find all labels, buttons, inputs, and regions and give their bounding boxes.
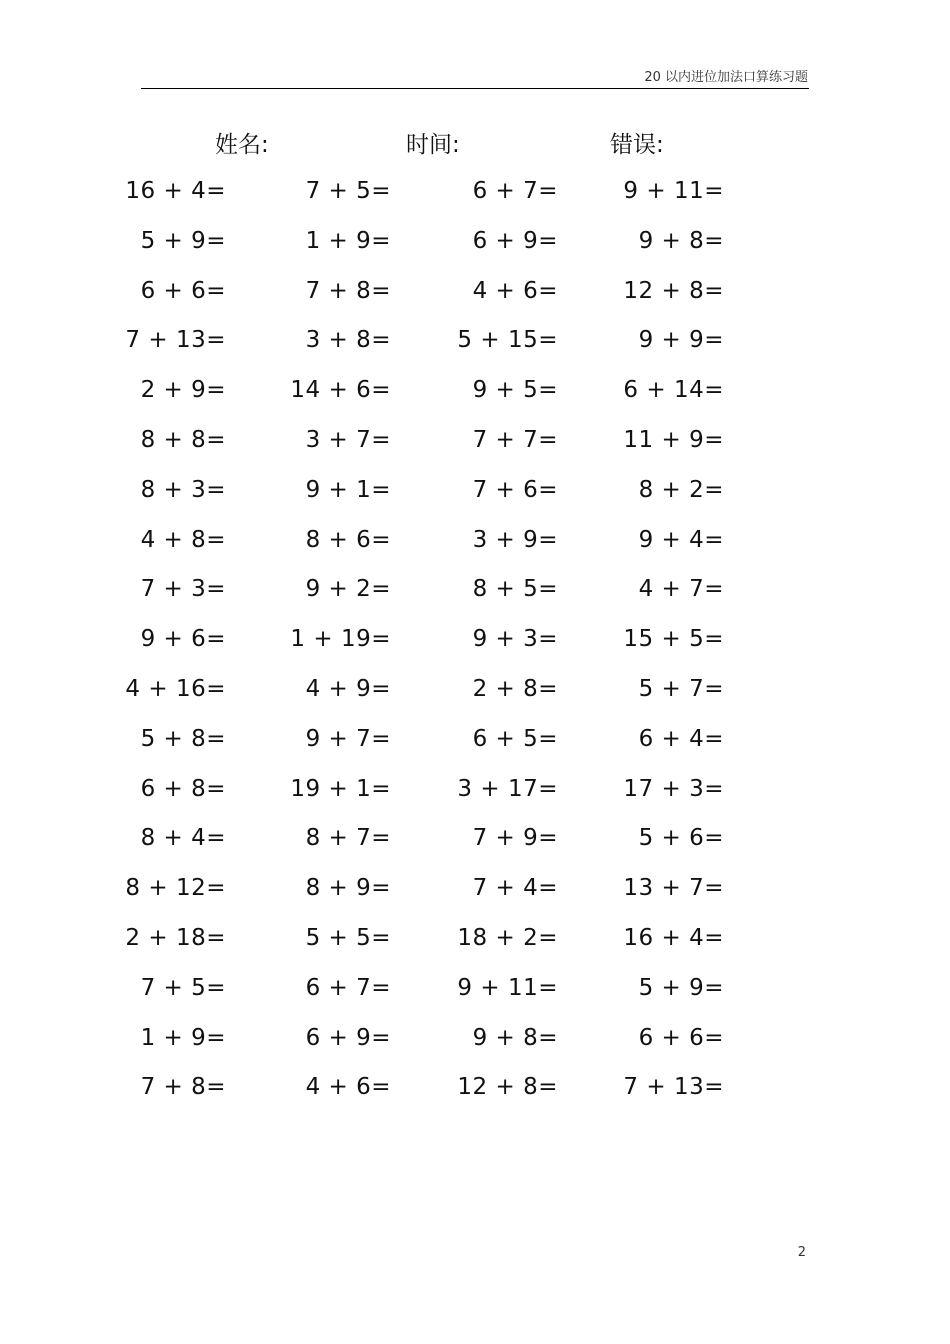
problem-r8-c2: 8 + 6= bbox=[305, 526, 391, 553]
problem-r8-c3: 3 + 9= bbox=[472, 526, 558, 553]
problem-r13-c1: 6 + 8= bbox=[140, 775, 226, 802]
problem-r17-c3: 9 + 11= bbox=[457, 974, 558, 1001]
problem-r10-c3: 9 + 3= bbox=[472, 626, 558, 653]
errors-field-label: 错误: bbox=[610, 132, 664, 158]
problem-r2-c1: 5 + 9= bbox=[140, 227, 226, 254]
problem-r3-c3: 4 + 6= bbox=[472, 277, 558, 304]
problem-r10-c2: 1 + 19= bbox=[290, 626, 391, 653]
problem-r16-c2: 5 + 5= bbox=[305, 925, 391, 951]
problem-r18-c2: 6 + 9= bbox=[305, 1024, 391, 1051]
problem-r16-c1: 2 + 18= bbox=[125, 925, 226, 951]
problem-r15-c1: 8 + 12= bbox=[125, 875, 226, 902]
header-title: 20 以内进位加法口算练习题 bbox=[644, 70, 808, 85]
problem-r9-c2: 9 + 2= bbox=[305, 576, 391, 603]
problem-r7-c2: 9 + 1= bbox=[305, 476, 391, 503]
problem-r3-c4: 12 + 8= bbox=[623, 277, 724, 304]
problem-r3-c2: 7 + 8= bbox=[305, 277, 391, 304]
problem-r7-c4: 8 + 2= bbox=[638, 476, 724, 503]
problem-r4-c2: 3 + 8= bbox=[305, 327, 391, 354]
problem-r5-c2: 14 + 6= bbox=[290, 377, 391, 404]
problem-r15-c3: 7 + 4= bbox=[472, 875, 558, 902]
problem-r4-c4: 9 + 9= bbox=[638, 327, 724, 354]
problem-r6-c2: 3 + 7= bbox=[305, 427, 391, 453]
problem-r6-c4: 11 + 9= bbox=[623, 427, 724, 453]
problem-r1-c3: 6 + 7= bbox=[472, 178, 558, 204]
problem-r5-c1: 2 + 9= bbox=[140, 377, 226, 404]
problem-r8-c1: 4 + 8= bbox=[140, 526, 226, 553]
problem-r12-c2: 9 + 7= bbox=[305, 725, 391, 752]
problem-r12-c1: 5 + 8= bbox=[140, 725, 226, 752]
problem-r17-c1: 7 + 5= bbox=[140, 974, 226, 1001]
problem-r9-c3: 8 + 5= bbox=[472, 576, 558, 603]
problem-r14-c2: 8 + 7= bbox=[305, 825, 391, 852]
problem-r13-c3: 3 + 17= bbox=[457, 775, 558, 802]
problem-r11-c3: 2 + 8= bbox=[472, 676, 558, 702]
problem-r17-c4: 5 + 9= bbox=[638, 974, 724, 1001]
problem-r19-c1: 7 + 8= bbox=[140, 1074, 226, 1101]
problem-r19-c2: 4 + 6= bbox=[305, 1074, 391, 1101]
problem-r18-c3: 9 + 8= bbox=[472, 1024, 558, 1051]
problem-r10-c4: 15 + 5= bbox=[623, 626, 724, 653]
problem-r14-c4: 5 + 6= bbox=[638, 825, 724, 852]
problem-r19-c4: 7 + 13= bbox=[623, 1074, 724, 1101]
problem-r1-c2: 7 + 5= bbox=[305, 178, 391, 204]
problem-r17-c2: 6 + 7= bbox=[305, 974, 391, 1001]
problem-r9-c1: 7 + 3= bbox=[140, 576, 226, 603]
problem-r11-c2: 4 + 9= bbox=[305, 676, 391, 702]
page-number: 2 bbox=[797, 1245, 806, 1260]
problem-r11-c1: 4 + 16= bbox=[125, 676, 226, 702]
problem-r15-c2: 8 + 9= bbox=[305, 875, 391, 902]
problem-r7-c3: 7 + 6= bbox=[472, 476, 558, 503]
problem-r5-c3: 9 + 5= bbox=[472, 377, 558, 404]
problem-r9-c4: 4 + 7= bbox=[638, 576, 724, 603]
problem-r7-c1: 8 + 3= bbox=[140, 476, 226, 503]
problem-r18-c4: 6 + 6= bbox=[638, 1024, 724, 1051]
problem-r15-c4: 13 + 7= bbox=[623, 875, 724, 902]
problem-r11-c4: 5 + 7= bbox=[638, 676, 724, 702]
problem-r12-c3: 6 + 5= bbox=[472, 725, 558, 752]
problem-r4-c3: 5 + 15= bbox=[457, 327, 558, 354]
problem-r8-c4: 9 + 4= bbox=[638, 526, 724, 553]
problem-r18-c1: 1 + 9= bbox=[140, 1024, 226, 1051]
problem-r1-c1: 16 + 4= bbox=[125, 178, 226, 204]
problem-r4-c1: 7 + 13= bbox=[125, 327, 226, 354]
problem-r6-c3: 7 + 7= bbox=[472, 427, 558, 453]
problem-r2-c2: 1 + 9= bbox=[305, 227, 391, 254]
problem-r3-c1: 6 + 6= bbox=[140, 277, 226, 304]
problem-r14-c1: 8 + 4= bbox=[140, 825, 226, 852]
problem-r10-c1: 9 + 6= bbox=[140, 626, 226, 653]
problem-r16-c4: 16 + 4= bbox=[623, 925, 724, 951]
problem-r12-c4: 6 + 4= bbox=[638, 725, 724, 752]
problem-r1-c4: 9 + 11= bbox=[623, 178, 724, 204]
problem-r5-c4: 6 + 14= bbox=[623, 377, 724, 404]
problem-r2-c3: 6 + 9= bbox=[472, 227, 558, 254]
problem-r2-c4: 9 + 8= bbox=[638, 227, 724, 254]
problem-r13-c4: 17 + 3= bbox=[623, 775, 724, 802]
problem-r6-c1: 8 + 8= bbox=[140, 427, 226, 453]
name-field-label: 姓名: bbox=[215, 132, 269, 158]
problem-r19-c3: 12 + 8= bbox=[457, 1074, 558, 1101]
time-field-label: 时间: bbox=[406, 132, 460, 158]
problem-r13-c2: 19 + 1= bbox=[290, 775, 391, 802]
problem-r16-c3: 18 + 2= bbox=[457, 925, 558, 951]
problem-r14-c3: 7 + 9= bbox=[472, 825, 558, 852]
